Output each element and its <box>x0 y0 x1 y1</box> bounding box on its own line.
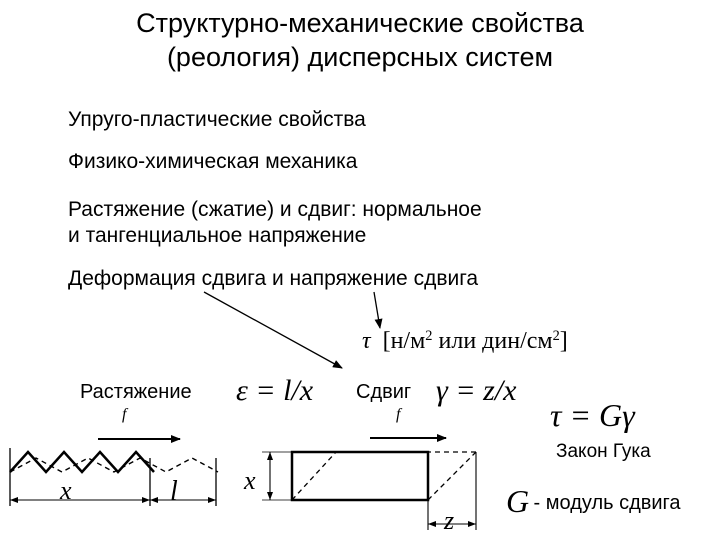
shear-x-label: x <box>244 466 256 495</box>
shear-formula: γ = z/x <box>436 374 517 407</box>
slide-title-line-2: (реология) дисперсных систем <box>166 42 554 72</box>
item-shear-deformation: Деформация сдвига и напряжение сдвига <box>68 267 479 290</box>
tension-label: Растяжение <box>80 381 192 403</box>
shear-dashed-right <box>428 452 476 500</box>
hooke-law-label: Закон Гука <box>556 441 651 462</box>
pointer-to-gamma <box>204 292 342 368</box>
pointer-to-tau <box>374 292 380 328</box>
shear-z-label: z <box>444 506 455 535</box>
tension-force-label: f <box>122 406 127 423</box>
units-mid: или дин/см <box>432 328 553 354</box>
shear-modulus-symbol: G <box>506 483 530 519</box>
shear-force-label: f <box>396 406 401 423</box>
units-exp-1: 2 <box>425 328 433 345</box>
item-physicochemical: Физико-химическая механика <box>68 150 358 173</box>
units-open: [н/м <box>382 328 426 354</box>
tension-x-label: x <box>60 476 72 505</box>
shear-modulus-text: - модуль сдвига <box>528 492 681 514</box>
shear-label: Сдвиг <box>356 381 412 403</box>
units-close: ] <box>559 328 568 354</box>
item-tension-shear-line-2: и тангенциальное напряжение <box>68 224 367 247</box>
hooke-formula: τ = Gγ <box>550 397 635 433</box>
tau-symbol: τ <box>362 328 371 354</box>
slide-title-line-1: Структурно-механические свойства <box>136 8 584 38</box>
tension-l-label: l <box>170 476 178 507</box>
tension-formula: ε = l/x <box>236 374 314 407</box>
shear-block <box>292 452 428 500</box>
shear-dashed-left <box>292 452 336 500</box>
units-exp-2: 2 <box>552 328 560 345</box>
item-tension-shear-line-1: Растяжение (сжатие) и сдвиг: нормальное <box>68 198 482 221</box>
item-elastic-plastic: Упруго-пластические свойства <box>68 108 366 131</box>
